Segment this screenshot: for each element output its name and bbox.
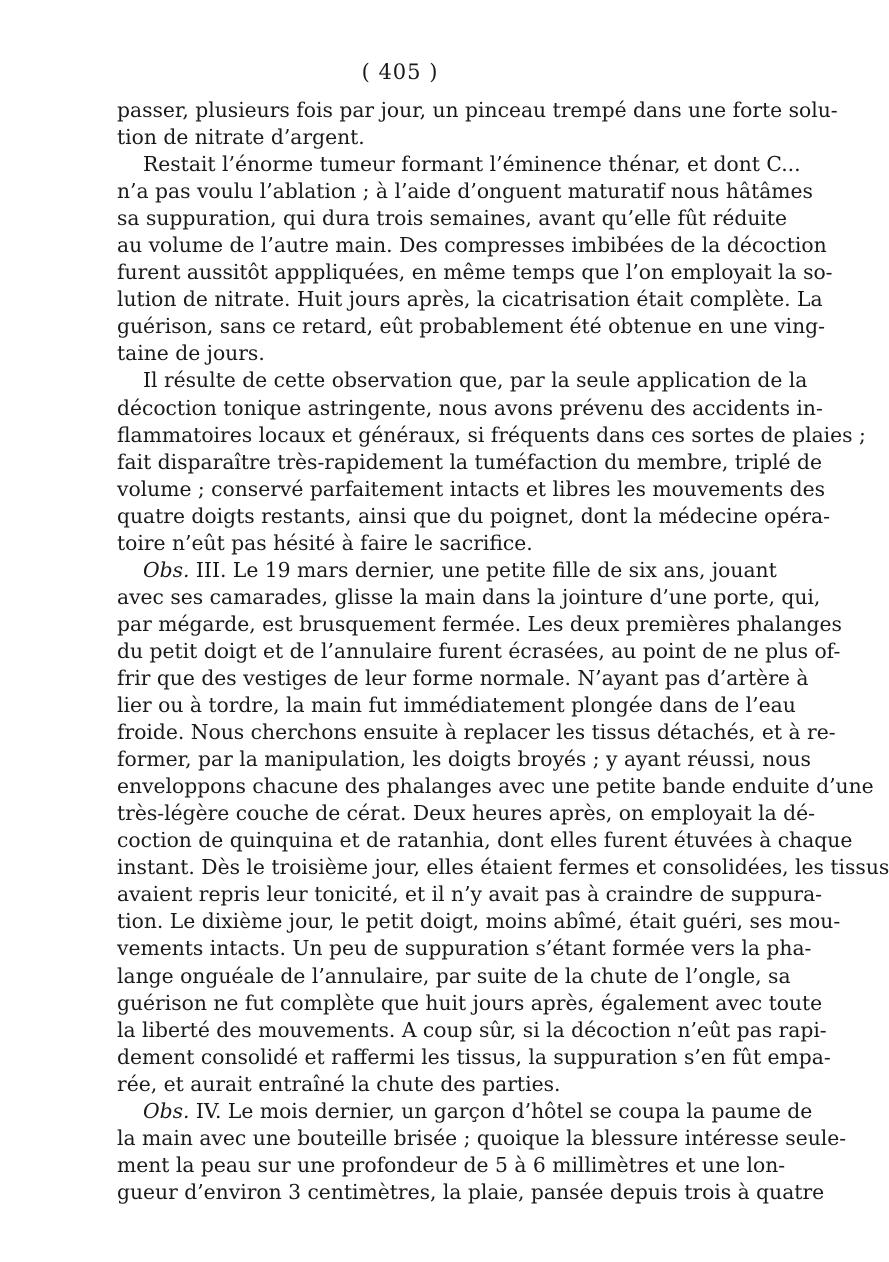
text-line <box>117 908 841 935</box>
line-text: dement consolidé et raffermi les tissus, la suppuration s’en fût empa- <box>117 1044 831 1069</box>
line-text: avaient repris leur tonicité, et il n’y avait pas à craindre de suppura- <box>117 882 823 907</box>
line-text: Il résulte de cette observation que, par la seule application de la <box>143 368 808 393</box>
line-text: vements intacts. Un peu de suppuration s’étant formée vers la pha- <box>117 936 812 961</box>
line-text: furent aussitôt apppliquées, en même temps que l’on employait la so- <box>117 260 833 285</box>
line-text: tion de nitrate d’argent. <box>117 125 365 150</box>
line-text: lution de nitrate. Huit jours après, la cicatrisation était complète. La <box>117 287 823 312</box>
line-text: Restait l’énorme tumeur formant l’éminence thénar, et dont C... <box>143 152 801 177</box>
text-line <box>117 530 683 557</box>
body-text <box>117 97 889 1206</box>
text-line <box>117 1017 827 1044</box>
line-text: par mégarde, est brusquement fermée. Les deux premières phalanges <box>117 611 842 636</box>
text-line <box>117 557 777 584</box>
text-line <box>117 990 823 1017</box>
text-line <box>117 259 833 286</box>
paragraph <box>117 97 838 151</box>
text-line <box>117 1152 786 1179</box>
text-line <box>117 854 889 881</box>
line-text: très-légère couche de cérat. Deux heures après, on employait la dé- <box>117 801 815 826</box>
text-line <box>117 800 815 827</box>
text-line <box>117 1044 831 1071</box>
line-text: lier ou à tordre, la main fut immédiatement plongée dans de l’eau <box>117 693 796 718</box>
line-text: froide. Nous cherchons ensuite à replacer les tissus détachés, et à re- <box>117 720 836 745</box>
line-text: flammatoires locaux et généraux, si fréquents dans ces sortes de plaies ; <box>117 422 866 447</box>
paragraph <box>117 1098 847 1206</box>
text-line <box>117 503 830 530</box>
text-line <box>117 1098 813 1125</box>
observation-label: Obs. <box>143 1098 190 1123</box>
text-line <box>117 286 823 313</box>
text-line <box>117 584 821 611</box>
line-text: guérison ne fut complète que huit jours après, également avec toute <box>117 990 823 1015</box>
line-text: passer, plusieurs fois par jour, un pinceau trempé dans une forte solu- <box>117 98 838 122</box>
line-text: décoction tonique astringente, nous avons prévenu des accidents in- <box>117 395 823 420</box>
text-line <box>117 935 812 962</box>
text-line <box>117 449 822 476</box>
line-text: guérison, sans ce retard, eût probablement été obtenue en une ving- <box>117 314 825 339</box>
line-text: enveloppons chacune des phalanges avec une petite bande enduite d’une <box>117 774 874 799</box>
page-number: ( 405 ) <box>361 60 439 84</box>
paragraph <box>117 151 833 367</box>
text-line <box>117 881 823 908</box>
text-line <box>117 232 827 259</box>
line-text: au volume de l’autre main. Des compresses imbibées de la décoction <box>117 233 827 258</box>
line-text: sa suppuration, qui dura trois semaines, avant qu’elle fût réduite <box>117 206 788 231</box>
text-line <box>117 1125 847 1152</box>
line-text: du petit doigt et de l’annulaire furent écrasées, au point de ne plus of- <box>117 638 841 663</box>
line-text: gueur d’environ 3 centimètres, la plaie, pansée depuis trois à quatre <box>117 1179 825 1204</box>
text-line <box>117 692 796 719</box>
text-line <box>117 1179 825 1206</box>
text-line <box>117 746 811 773</box>
text-line <box>117 638 841 665</box>
line-text: quatre doigts restants, ainsi que du poignet, dont la médecine opéra- <box>117 503 830 528</box>
line-text: la liberté des mouvements. A coup sûr, si la décoction n’eût pas rapi- <box>117 1017 827 1042</box>
line-text: IV. Le mois dernier, un garçon d’hôtel se coupa la paume de <box>195 1098 813 1123</box>
line-text: rée, et aurait entraîné la chute des parties. <box>117 1071 561 1096</box>
text-line <box>117 422 866 449</box>
line-text: volume ; conservé parfaitement intacts et libres les mouvements des <box>117 476 825 501</box>
line-text: former, par la manipulation, les doigts broyés ; y ayant réussi, nous <box>117 747 811 772</box>
text-line <box>117 367 808 394</box>
paragraph <box>117 557 889 1098</box>
text-line <box>117 124 683 151</box>
text-line <box>117 665 809 692</box>
text-line <box>117 151 801 178</box>
line-text: avec ses camarades, glisse la main dans la jointure d’une porte, qui, <box>117 584 821 609</box>
line-text: coction de quinquina et de ratanhia, dont elles furent étuvées à chaque <box>117 828 853 853</box>
text-line <box>117 963 791 990</box>
line-text: lange onguéale de l’annulaire, par suite de la chute de l’ongle, sa <box>117 963 791 988</box>
text-line <box>117 97 838 124</box>
text-line <box>117 719 836 746</box>
paragraph <box>117 367 866 556</box>
text-line <box>117 827 853 854</box>
line-text: III. Le 19 mars dernier, une petite fille de six ans, jouant <box>195 557 777 582</box>
text-line <box>117 178 813 205</box>
line-text: taine de jours. <box>117 341 265 366</box>
line-text: instant. Dès le troisième jour, elles étaient fermes et consolidées, les tissus <box>117 855 889 880</box>
text-line <box>117 476 825 503</box>
line-text: ment la peau sur une profondeur de 5 à 6 millimètres et une lon- <box>117 1152 786 1177</box>
text-line <box>117 773 874 800</box>
line-text: frir que des vestiges de leur forme normale. N’ayant pas d’artère à <box>117 665 809 690</box>
text-line <box>117 205 788 232</box>
text-line <box>117 611 842 638</box>
text-line <box>117 313 825 340</box>
observation-label: Obs. <box>143 557 190 582</box>
text-line <box>117 1071 683 1098</box>
line-text: la main avec une bouteille brisée ; quoique la blessure intéresse seule- <box>117 1125 847 1150</box>
text-line <box>117 340 683 367</box>
line-text: fait disparaître très-rapidement la tuméfaction du membre, triplé de <box>117 449 822 474</box>
line-text: tion. Le dixième jour, le petit doigt, moins abîmé, était guéri, ses mou- <box>117 909 841 934</box>
text-line <box>117 395 823 422</box>
line-text: n’a pas voulu l’ablation ; à l’aide d’onguent maturatif nous hâtâmes <box>117 179 813 204</box>
line-text: toire n’eût pas hésité à faire le sacrifice. <box>117 530 533 555</box>
